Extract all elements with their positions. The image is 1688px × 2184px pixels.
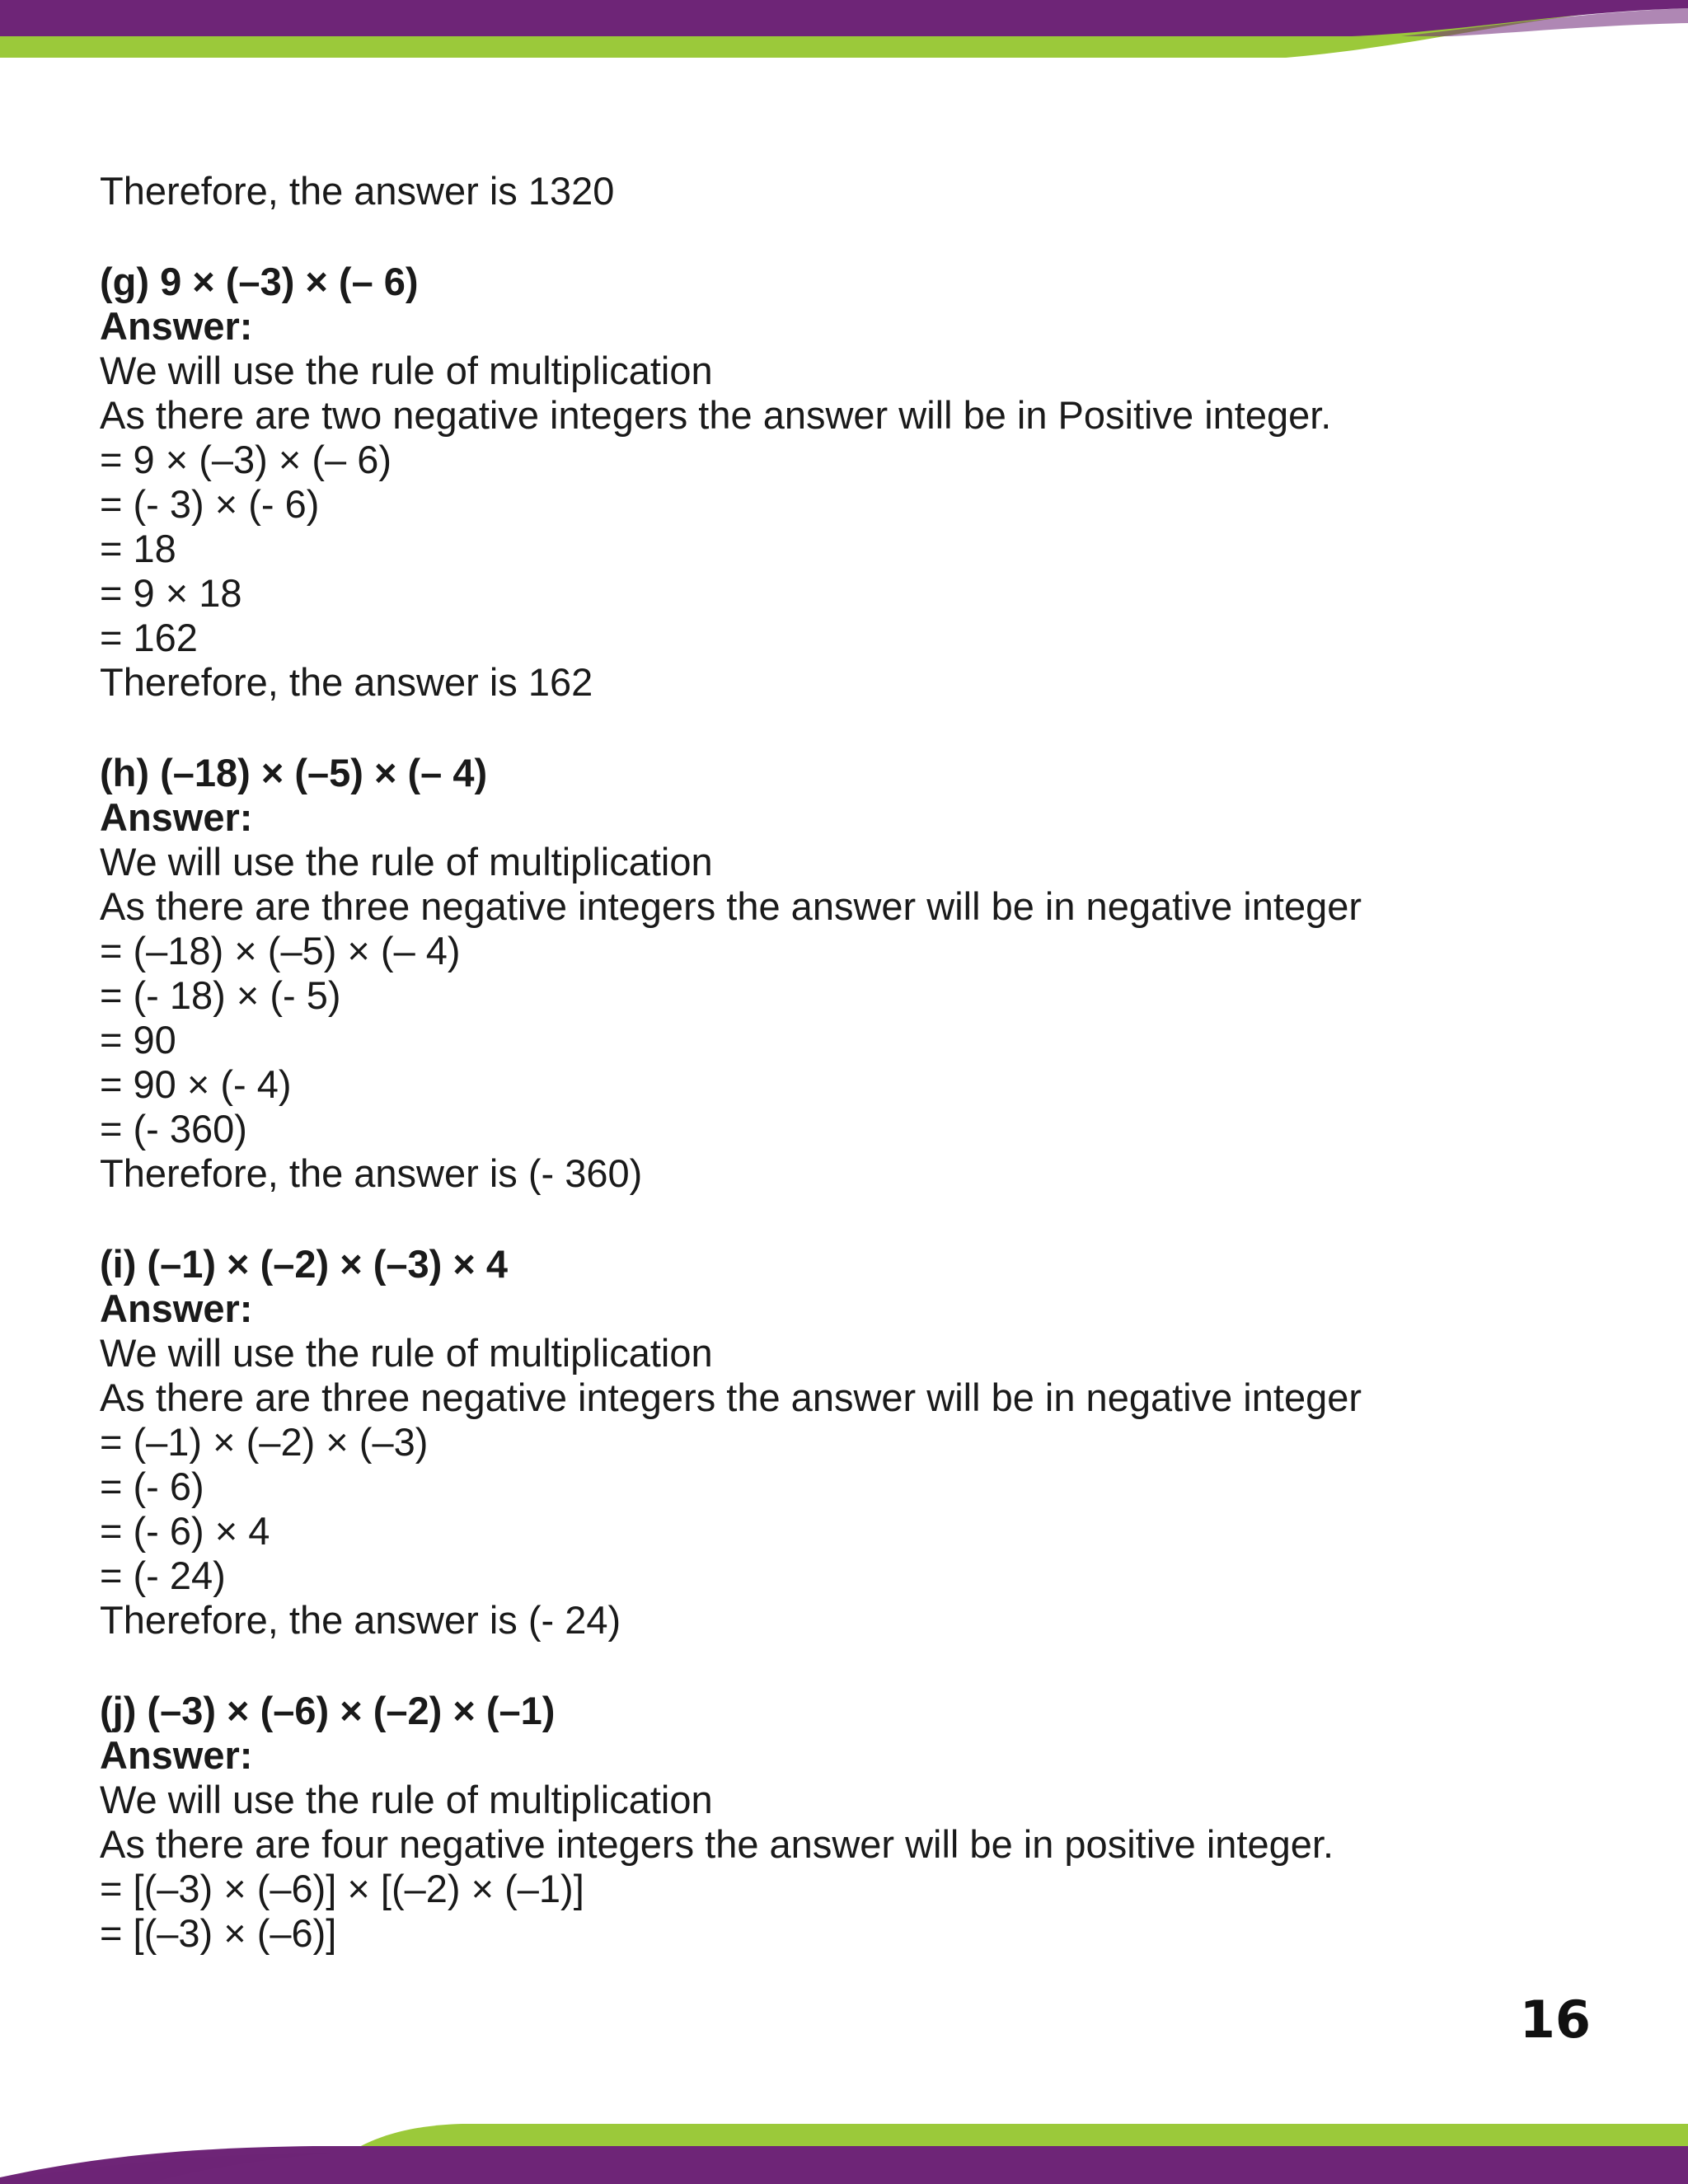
top-decorative-band xyxy=(0,0,1688,59)
text-line: = 90 xyxy=(100,1018,176,1062)
answer-label: Answer: xyxy=(100,304,253,348)
question-heading: (j) (–3) × (–6) × (–2) × (–1) xyxy=(100,1689,556,1732)
text-line: = 162 xyxy=(100,616,198,659)
page-number: 16 xyxy=(1519,1990,1591,2050)
section-spacer xyxy=(100,1643,1600,1689)
text-line: Therefore, the answer is 1320 xyxy=(100,169,615,213)
text-line: = (- 360) xyxy=(100,1107,247,1151)
text-line: We will use the rule of multiplication xyxy=(100,1778,713,1821)
text-line: = (- 18) × (- 5) xyxy=(100,973,341,1017)
question-heading: (g) 9 × (–3) × (– 6) xyxy=(100,260,419,303)
question-heading: (h) (–18) × (–5) × (– 4) xyxy=(100,751,488,794)
question-heading: (i) (–1) × (–2) × (–3) × 4 xyxy=(100,1242,508,1286)
answer-label: Answer: xyxy=(100,1286,253,1330)
text-line: Therefore, the answer is 162 xyxy=(100,660,593,704)
text-line: We will use the rule of multiplication xyxy=(100,1331,713,1375)
answer-label: Answer: xyxy=(100,1733,253,1777)
solution-section xyxy=(100,1689,1600,1956)
text-line: We will use the rule of multiplication xyxy=(100,349,713,392)
text-line: = (- 6) × 4 xyxy=(100,1509,270,1553)
bottom-band-graphic xyxy=(0,2102,1688,2184)
section-spacer xyxy=(100,213,1600,260)
text-line: = [(–3) × (–6)] × [(–2) × (–1)] xyxy=(100,1867,584,1910)
text-line: = 18 xyxy=(100,527,176,570)
text-line: = (- 3) × (- 6) xyxy=(100,482,320,526)
bottom-decorative-band xyxy=(0,2102,1688,2184)
text-line: Therefore, the answer is (- 360) xyxy=(100,1151,643,1195)
text-line: As there are four negative integers the answer will be in positive integer. xyxy=(100,1822,1334,1866)
text-line: = (–18) × (–5) × (– 4) xyxy=(100,929,461,972)
solution-section xyxy=(100,169,1600,213)
text-line: = 9 × (–3) × (– 6) xyxy=(100,438,392,481)
section-spacer xyxy=(100,705,1600,751)
solution-section xyxy=(100,751,1600,1196)
text-line: = (–1) × (–2) × (–3) xyxy=(100,1420,429,1464)
text-line: As there are three negative integers the answer will be in negative integer xyxy=(100,1376,1362,1419)
top-band-graphic xyxy=(0,0,1688,59)
answer-label: Answer: xyxy=(100,795,253,839)
text-line: As there are two negative integers the answer will be in Positive integer. xyxy=(100,393,1332,437)
text-line: = [(–3) × (–6)] xyxy=(100,1911,337,1955)
text-line: As there are three negative integers the answer will be in negative integer xyxy=(100,884,1362,928)
text-line: = 9 × 18 xyxy=(100,571,242,615)
text-line: = (- 24) xyxy=(100,1554,226,1597)
bottom-band-purple xyxy=(0,2146,1688,2184)
text-line: We will use the rule of multiplication xyxy=(100,840,713,883)
solution-section xyxy=(100,1242,1600,1643)
text-line: = 90 × (- 4) xyxy=(100,1062,292,1106)
solution-section xyxy=(100,260,1600,705)
section-spacer xyxy=(100,1196,1600,1242)
text-line: = (- 6) xyxy=(100,1465,204,1508)
document-body xyxy=(100,169,1600,1956)
text-line: Therefore, the answer is (- 24) xyxy=(100,1598,621,1642)
